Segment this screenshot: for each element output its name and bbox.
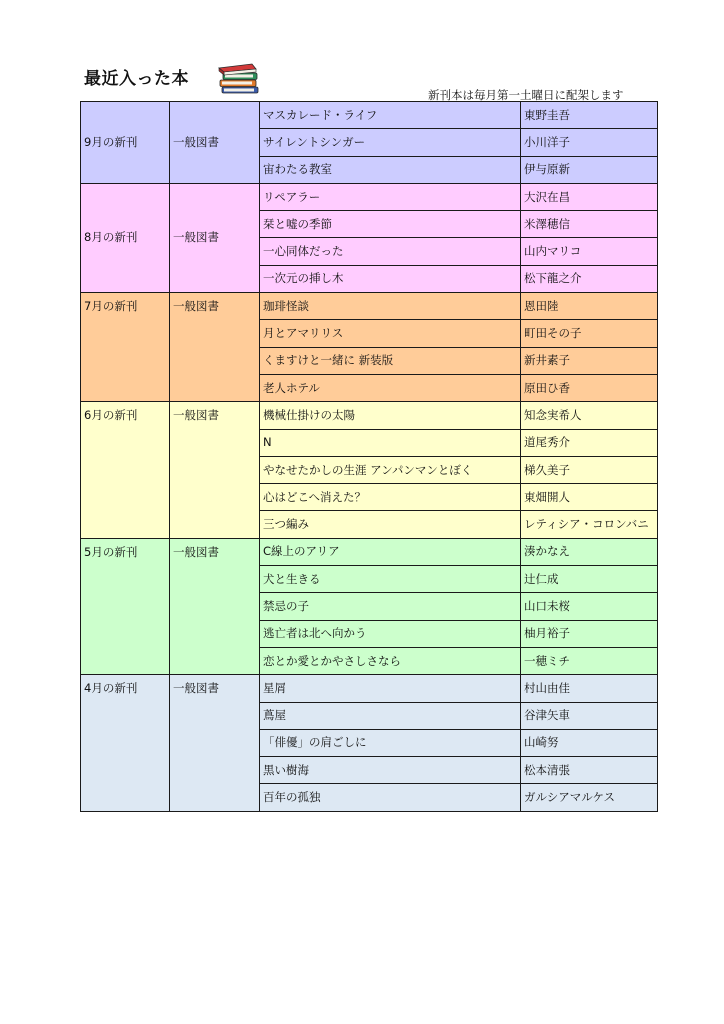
book-title: C線上のアリア xyxy=(260,538,521,565)
book-title: 禁忌の子 xyxy=(260,593,521,620)
month-label: 4月の新刊 xyxy=(81,675,170,811)
page-title: 最近入った本 xyxy=(84,69,189,89)
book-title: 三つ編み xyxy=(260,511,521,538)
book-author: 松本清張 xyxy=(521,757,658,784)
category-label: 一般図書 xyxy=(170,402,260,538)
book-title: 月とアマリリス xyxy=(260,320,521,347)
category-label: 一般図書 xyxy=(170,538,260,674)
book-title: 蔦屋 xyxy=(260,702,521,729)
book-row xyxy=(81,675,658,702)
book-author: 辻仁成 xyxy=(521,566,658,593)
book-title: リペアラー xyxy=(260,183,521,210)
book-author: 村山由佳 xyxy=(521,675,658,702)
book-author: 山内マリコ xyxy=(521,238,658,265)
category-label: 一般図書 xyxy=(170,675,260,811)
book-author: 町田その子 xyxy=(521,320,658,347)
book-author: 新井素子 xyxy=(521,347,658,374)
book-author: 柚月裕子 xyxy=(521,620,658,647)
month-label: 6月の新刊 xyxy=(81,402,170,538)
new-books-table xyxy=(80,101,658,812)
book-author: 東畑開人 xyxy=(521,484,658,511)
book-author: 道尾秀介 xyxy=(521,429,658,456)
book-author: 谷津矢車 xyxy=(521,702,658,729)
category-label: 一般図書 xyxy=(170,102,260,184)
book-author: 知念実希人 xyxy=(521,402,658,429)
book-author: 伊与原新 xyxy=(521,156,658,183)
book-author: レティシア・コロンバニ xyxy=(521,511,658,538)
book-author: 湊かなえ xyxy=(521,538,658,565)
book-row xyxy=(81,402,658,429)
book-title: 黒い樹海 xyxy=(260,757,521,784)
month-label: 8月の新刊 xyxy=(81,183,170,292)
book-title: 珈琲怪談 xyxy=(260,293,521,320)
book-author: 松下龍之介 xyxy=(521,265,658,292)
book-author: ガルシアマルケス xyxy=(521,784,658,811)
book-row xyxy=(81,102,658,129)
book-author: 米澤穂信 xyxy=(521,211,658,238)
book-title: マスカレード・ライフ xyxy=(260,102,521,129)
category-label: 一般図書 xyxy=(170,293,260,402)
book-author: 山口未桜 xyxy=(521,593,658,620)
book-title: 機械仕掛けの太陽 xyxy=(260,402,521,429)
month-label: 9月の新刊 xyxy=(81,102,170,184)
book-author: 東野圭吾 xyxy=(521,102,658,129)
books-stack-icon xyxy=(216,58,262,96)
book-title: くますけと一緒に 新装版 xyxy=(260,347,521,374)
book-title: 一次元の挿し木 xyxy=(260,265,521,292)
shelving-notice: 新刊本は毎月第一土曜日に配架します xyxy=(428,88,624,102)
book-author: 原田ひ香 xyxy=(521,374,658,401)
book-author: 一穂ミチ xyxy=(521,647,658,674)
book-title: 心はどこへ消えた？ xyxy=(260,484,521,511)
book-author: 小川洋子 xyxy=(521,129,658,156)
book-title: 栞と嘘の季節 xyxy=(260,211,521,238)
book-title: やなせたかしの生涯 アンパンマンとぼく xyxy=(260,456,521,483)
book-title: 百年の孤独 xyxy=(260,784,521,811)
book-author: 大沢在昌 xyxy=(521,183,658,210)
book-bottom xyxy=(222,87,258,93)
book-row xyxy=(81,538,658,565)
book-author: 梯久美子 xyxy=(521,456,658,483)
new-books-table-body xyxy=(81,102,658,812)
book-title: 逃亡者は北へ向かう xyxy=(260,620,521,647)
book-title: 宙わたる教室 xyxy=(260,156,521,183)
book-author: 恩田陸 xyxy=(521,293,658,320)
book-author: 山崎努 xyxy=(521,729,658,756)
book-title: 犬と生きる xyxy=(260,566,521,593)
book-third xyxy=(220,80,256,87)
book-title: 星屑 xyxy=(260,675,521,702)
book-row xyxy=(81,183,658,210)
month-label: 5月の新刊 xyxy=(81,538,170,674)
book-title: N xyxy=(260,429,521,456)
book-title: 恋とか愛とかやさしさなら xyxy=(260,647,521,674)
book-row xyxy=(81,293,658,320)
book-title: 「俳優」の肩ごしに xyxy=(260,729,521,756)
book-title: 老人ホテル xyxy=(260,374,521,401)
book-title: サイレントシンガー xyxy=(260,129,521,156)
category-label: 一般図書 xyxy=(170,183,260,292)
book-title: 一心同体だった xyxy=(260,238,521,265)
month-label: 7月の新刊 xyxy=(81,293,170,402)
